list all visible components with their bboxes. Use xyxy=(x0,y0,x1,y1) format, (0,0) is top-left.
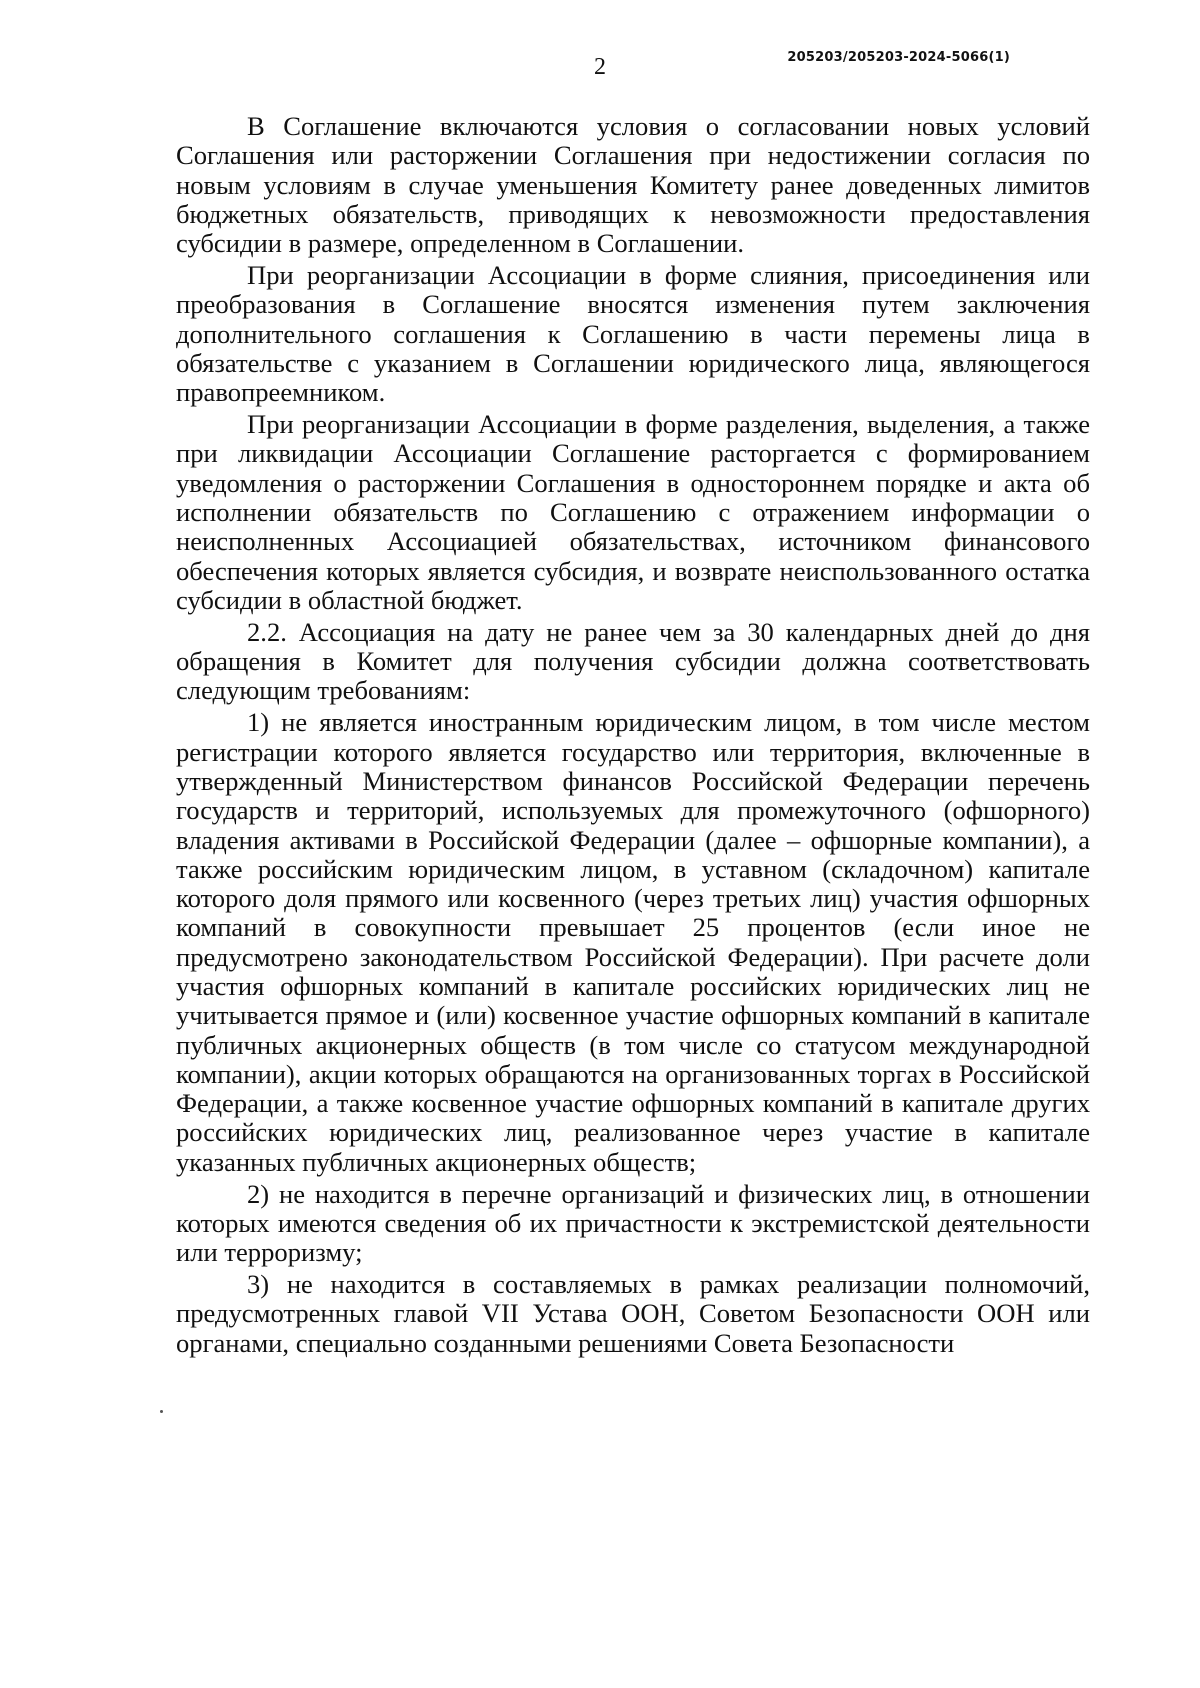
document-id: 205203/205203-2024-5066(1) xyxy=(787,50,1010,65)
paragraph-agreement-terms: В Соглашение включаются условия о согласовании новых условий Соглашения или расторжении Соглашения при недостижении согласия по новым условиям в случае уменьшения Комитету ранее доведенных лимитов бюджетных обязательств, приводящих к невозможности предоставления субсидии в размере, определенном в Соглашении. xyxy=(176,111,1090,259)
document-body xyxy=(176,112,1090,1361)
paragraph-requirement-3: 3) не находится в составляемых в рамках реализации полномочий, предусмотренных главой VII Устава ООН, Советом Безопасности ООН или органами, специально созданными решениями Совета Безопасности xyxy=(176,1269,1090,1358)
scan-speck xyxy=(160,1410,163,1413)
paragraph-reorganization-division: При реорганизации Ассоциации в форме разделения, выделения, а также при ликвидации Ассоциации Соглашение расторгается с формированием уведомления о расторжении Соглашения в одностороннем порядке и акта об исполнении обязательств по Соглашению с отражением информации о неисполненных Ассоциацией обязательствах, источником финансового обеспечения которых является субсидия, и возврате неиспользованного остатка субсидии в областной бюджет. xyxy=(176,409,1090,615)
paragraph-requirement-2: 2) не находится в перечне организаций и физических лиц, в отношении которых имеются сведения об их причастности к экстремистской деятельности или терроризму; xyxy=(176,1178,1090,1268)
page-number: 2 xyxy=(594,54,606,80)
paragraph-reorganization-merger: При реорганизации Ассоциации в форме слияния, присоединения или преобразования в Соглашение вносятся изменения путем заключения дополнительного соглашения к Соглашению в части перемены лица в обязательстве с указанием в Соглашении юридического лица, являющегося правопреемником. xyxy=(176,260,1090,408)
paragraph-section-2-2: 2.2. Ассоциация на дату не ранее чем за 30 календарных дней до дня обращения в Комитет для получения субсидии должна соответствовать следующим требованиям: xyxy=(176,616,1090,706)
paragraph-requirement-1: 1) не является иностранным юридическим лицом, в том числе местом регистрации которого является государство или территория, включенные в утвержденный Министерством финансов Российской Федерации перечень государств и территорий, используемых для промежуточного (офшорного) владения активами в Российской Федерации (далее – офшорные компании), а также российским юридическим лицом, в уставном (складочном) капитале которого доля прямого или косвенного (через третьих лиц) участия офшорных компаний в совокупности превышает 25 процентов (если иное не предусмотрено законодательством Российской Федерации). При расчете доли участия офшорных компаний в капитале российских юридических лиц не учитывается прямое и (или) косвенное участие офшорных компаний в капитале публичных акционерных обществ (в том числе со статусом международной компании), акции которых обращаются на организованных торгах в Российской Федерации, а также косвенное участие офшорных компаний в капитале других российских юридических лиц, реализованное через участие в капитале указанных публичных акционерных обществ; xyxy=(176,707,1090,1177)
